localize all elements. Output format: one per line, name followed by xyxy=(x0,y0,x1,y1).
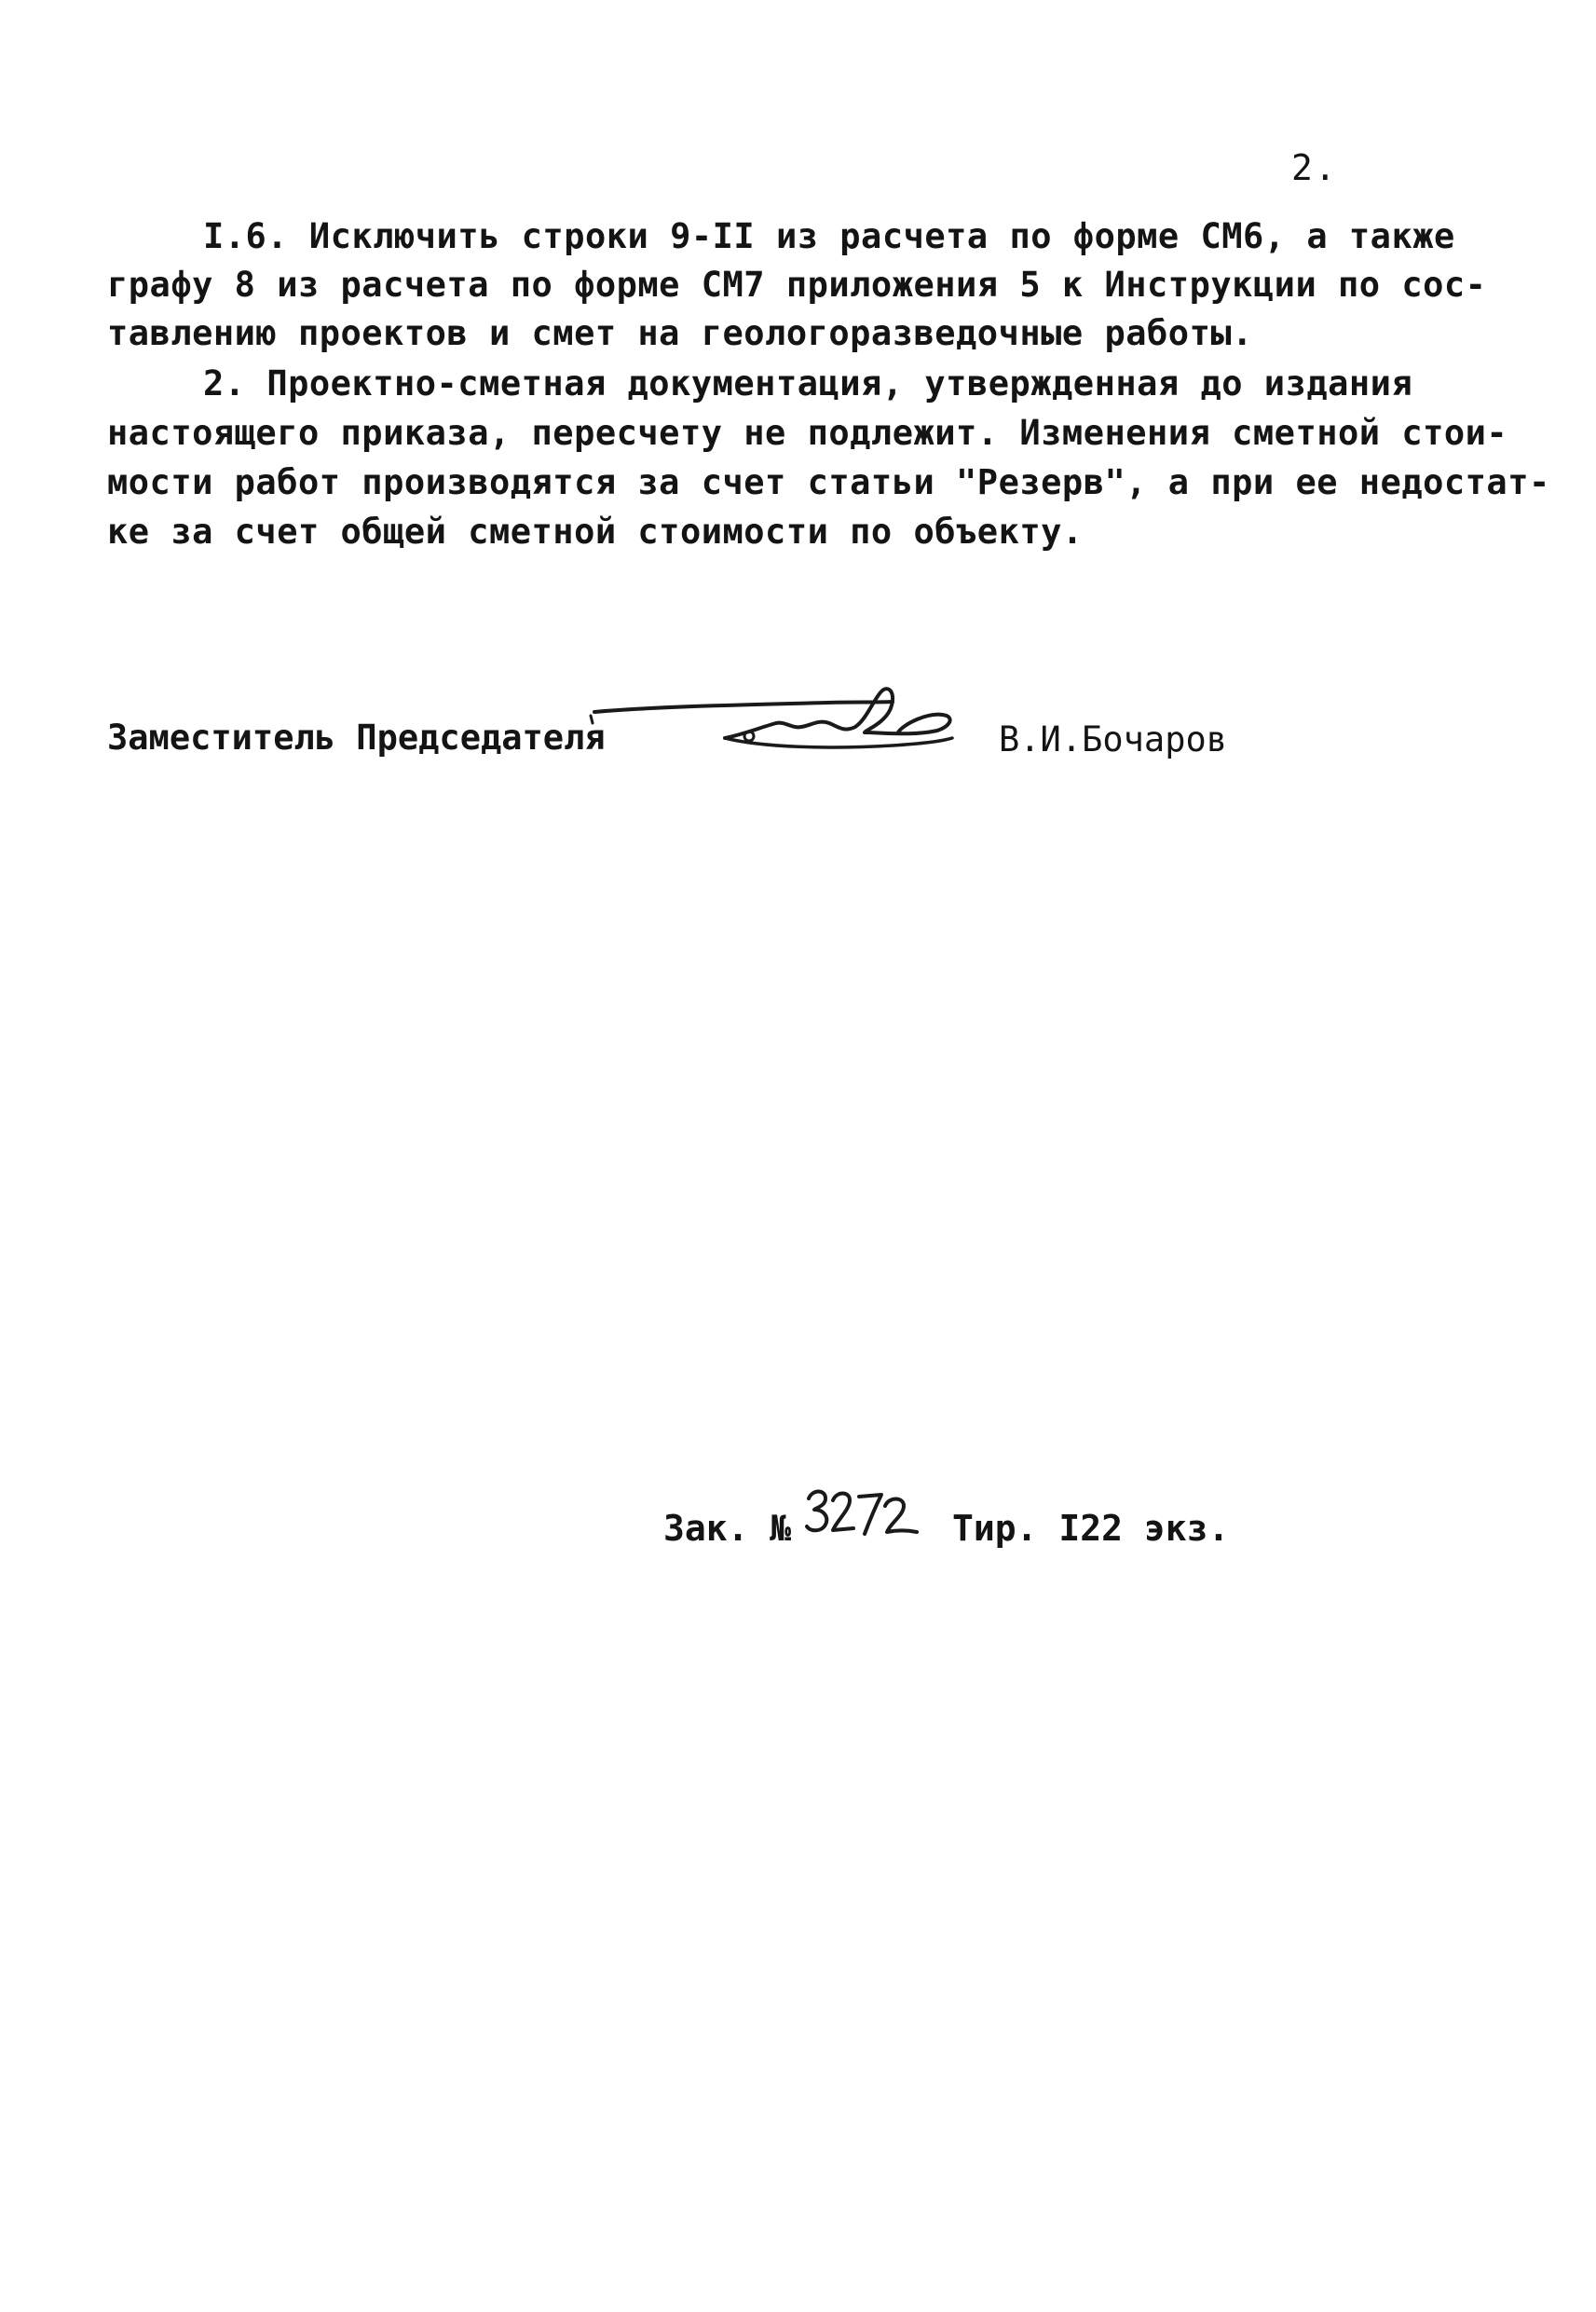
paragraph-2-line-2: настоящего приказа, пересчету не подлежит. Изменения сметной стои- xyxy=(107,413,1508,453)
page-number: 2. xyxy=(1291,147,1338,188)
paragraph-2-line-1: 2. Проектно-сметная документация, утвержденная до издания xyxy=(203,363,1413,404)
print-order-footer xyxy=(663,1482,1316,1547)
paragraph-1-line-3: тавлению проектов и смет на геологоразведочные работы. xyxy=(107,313,1253,353)
signature-block xyxy=(0,671,1596,783)
signatory-title: Заместитель Председателя xyxy=(107,718,606,758)
handwritten-signature xyxy=(585,671,976,773)
paragraph-2-line-4: ке за счет общей сметной стоимости по объекту. xyxy=(107,512,1084,552)
paragraph-2-line-3: мости работ производятся за счет статьи "Резерв", а при ее недостат- xyxy=(107,462,1550,502)
order-label: Зак. № xyxy=(663,1508,792,1549)
paragraph-1-line-1: I.6. Исключить строки 9-II из расчета по форме СМ6, а также xyxy=(203,216,1455,256)
signatory-name: В.И.Бочаров xyxy=(999,719,1228,759)
paragraph-1-line-2: графу 8 из расчета по форме СМ7 приложения 5 к Инструкции по сос- xyxy=(107,265,1487,305)
print-run-label: Тир. I22 экз. xyxy=(952,1508,1230,1549)
handwritten-order-number xyxy=(803,1482,924,1547)
